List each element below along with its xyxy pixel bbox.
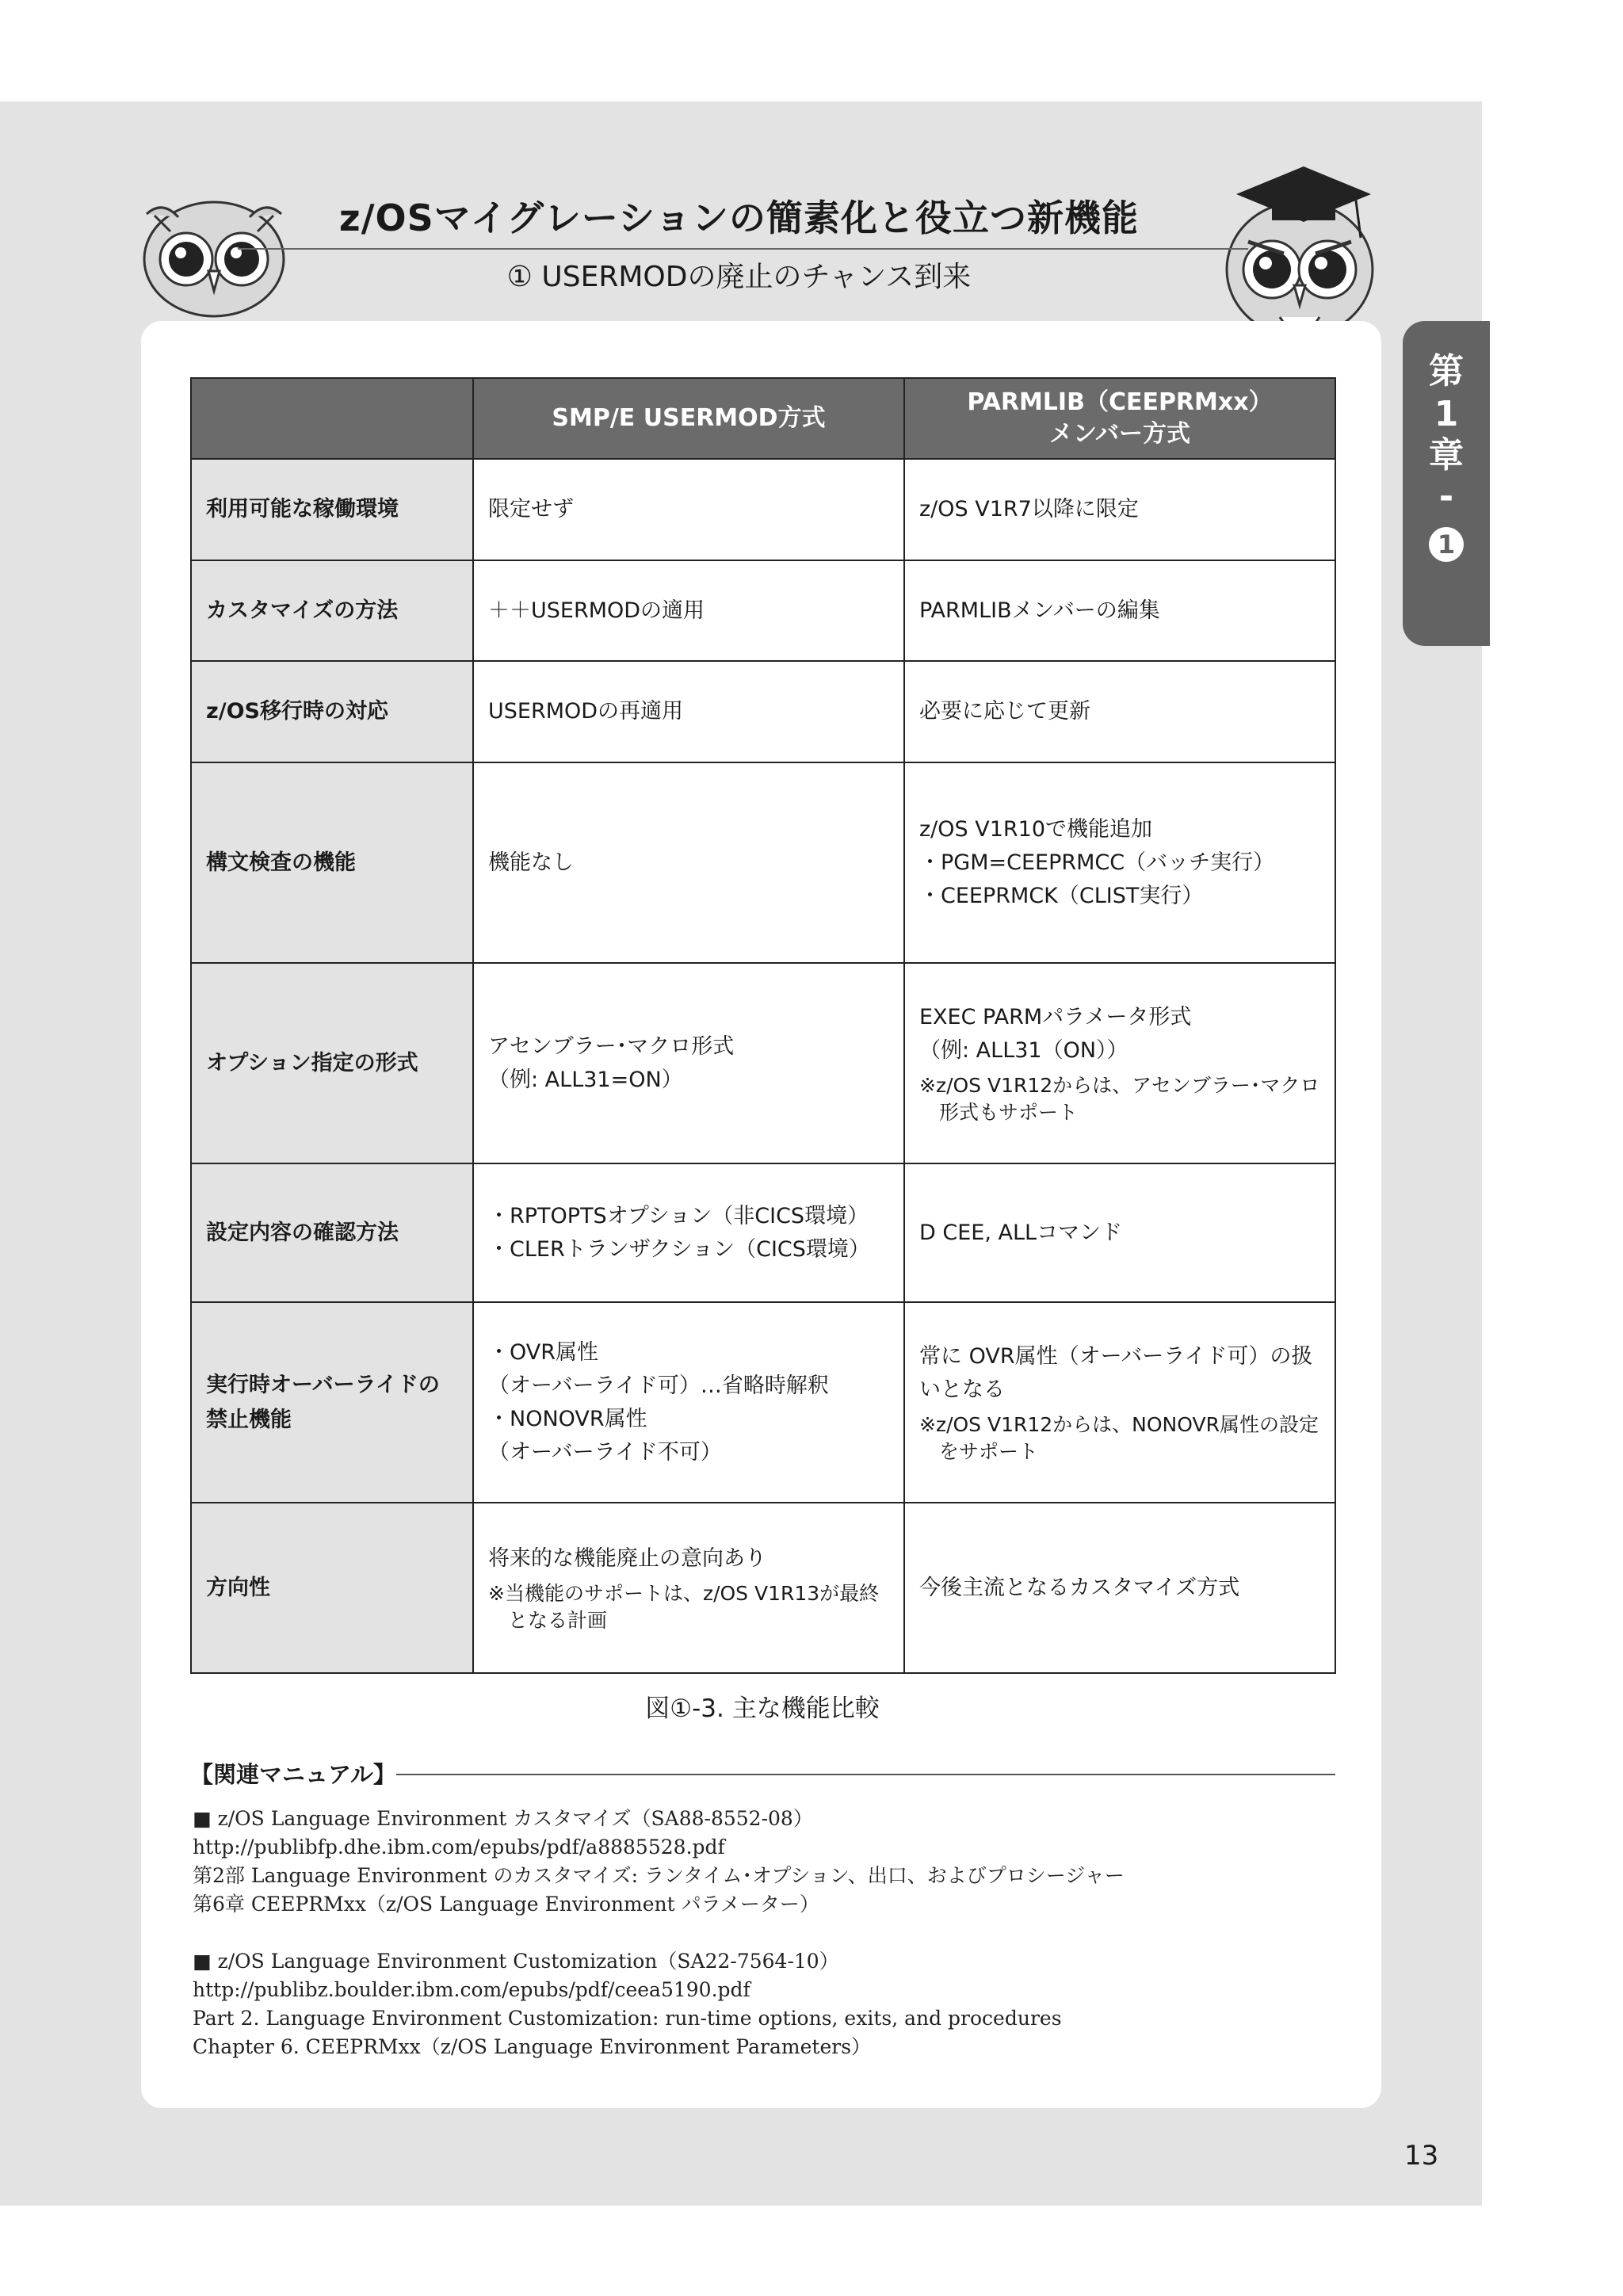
cell-note: ※z/OS V1R12からは、アセンブラー･マクロ形式もサポート	[919, 1073, 1320, 1124]
table-cell-col2	[904, 1163, 1335, 1302]
table-row	[191, 661, 1335, 762]
cell-line: z/OS V1R7以降に限定	[919, 497, 1139, 521]
table-cell-col2	[904, 762, 1335, 963]
table-cell-col1	[473, 1163, 904, 1302]
row-label: 構文検査の機能	[191, 762, 473, 963]
reference-line: ■ z/OS Language Environment Customization（SA22-7564-10）	[193, 1950, 839, 1973]
table-row	[191, 560, 1335, 661]
table-row	[191, 963, 1335, 1163]
reference-line: 第6章 CEEPRMxx（z/OS Language Environment パラメーター）	[193, 1893, 819, 1916]
cell-note: ※z/OS V1R12からは、NONOVR属性の設定をサポート	[919, 1412, 1319, 1463]
cell-line: PARMLIBメンバーの編集	[919, 598, 1160, 623]
cell-line: ・CEEPRMCK（CLIST実行）	[919, 883, 1204, 908]
reference-line: 第2部 Language Environment のカスタマイズ: ランタイム･オプション、出口、およびプロシージャー	[193, 1864, 1125, 1887]
references-list	[193, 1805, 1334, 2061]
table-cell-col1	[473, 661, 904, 762]
table-cell-col2	[904, 661, 1335, 762]
cell-line: USERMODの再適用	[488, 699, 684, 724]
table-cell-col1	[473, 560, 904, 661]
chapter-tab-number: 1	[1434, 394, 1459, 434]
references-divider	[396, 1774, 1335, 1775]
row-label: オプション指定の形式	[191, 963, 473, 1163]
chapter-tab-dash: -	[1438, 476, 1454, 517]
table-header-cell	[191, 378, 473, 459]
table-cell-col1	[473, 1503, 904, 1673]
chapter-tab	[1403, 321, 1490, 646]
table-row	[191, 762, 1335, 963]
cell-line: D CEE, ALLコマンド	[919, 1220, 1123, 1245]
chapter-tab-char: 第	[1429, 351, 1464, 392]
chapter-tab-section: 1	[1429, 527, 1464, 562]
table-cell-col2	[904, 560, 1335, 661]
cell-line: ＋＋USERMODの適用	[488, 598, 705, 623]
reference-link[interactable]: http://publibz.boulder.ibm.com/epubs/pdf/ceea5190.pdf	[193, 1978, 750, 2001]
comparison-table	[190, 377, 1336, 1674]
cell-line: EXEC PARMパラメータ形式	[919, 1004, 1192, 1030]
table-cell-col1	[473, 459, 904, 560]
table-cell-col1	[473, 762, 904, 963]
chapter-tab-char: 章	[1429, 435, 1464, 476]
table-row	[191, 1302, 1335, 1503]
figure-caption: 図①-3. 主な機能比較	[645, 1694, 880, 1723]
row-label: 利用可能な稼働環境	[191, 459, 473, 560]
references-heading: 【関連マニュアル】	[190, 1761, 396, 1788]
table-cell-col2	[904, 459, 1335, 560]
table-row	[191, 1163, 1335, 1302]
cell-line: ・NONOVR属性	[488, 1406, 647, 1431]
row-label: z/OS移行時の対応	[191, 661, 473, 762]
page-title	[230, 194, 1248, 242]
cell-line: （オーバーライド可）…省略時解釈	[488, 1373, 829, 1398]
reference-link[interactable]: http://publibfp.dhe.ibm.com/epubs/pdf/a8885528.pdf	[193, 1836, 725, 1859]
cell-line: （例: ALL31（ON））	[919, 1037, 1128, 1063]
table-cell-col1	[473, 963, 904, 1163]
cell-line: z/OS V1R10で機能追加	[919, 816, 1153, 842]
row-label: 実行時オーバーライドの禁止機能	[191, 1302, 473, 1503]
cell-line: ・PGM=CEEPRMCC（バッチ実行）	[919, 850, 1275, 875]
cell-line: 限定せず	[488, 497, 574, 521]
cell-line: ・RPTOPTSオプション（非CICS環境）	[488, 1203, 869, 1228]
row-label: カスタマイズの方法	[191, 560, 473, 661]
cell-line: （例: ALL31=ON）	[488, 1067, 683, 1092]
cell-note: ※当機能のサポートは、z/OS V1R13が最終となる計画	[488, 1581, 880, 1632]
row-label: 方向性	[191, 1503, 473, 1673]
cell-line: アセンブラー･マクロ形式	[488, 1033, 735, 1059]
table-header-row	[191, 378, 1335, 459]
cell-line: 将来的な機能廃止の意向あり	[488, 1545, 766, 1571]
row-label: 設定内容の確認方法	[191, 1163, 473, 1302]
sub-title: ① USERMODの廃止のチャンス到来	[506, 261, 972, 293]
cell-line: ・OVR属性	[488, 1339, 599, 1365]
page-number: 13	[1404, 2140, 1439, 2172]
table-cell-col1	[473, 1302, 904, 1503]
table-cell-col2	[904, 1302, 1335, 1503]
table-header-cell: PARMLIB（CEEPRMxx） メンバー方式	[904, 378, 1335, 459]
title-divider	[238, 248, 1248, 250]
reference-line: Chapter 6. CEEPRMxx（z/OS Language Environment Parameters）	[193, 2035, 872, 2058]
table-row	[191, 1503, 1335, 1673]
cell-line: ・CLERトランザクション（CICS環境）	[488, 1236, 870, 1262]
table-header-cell: SMP/E USERMOD方式	[473, 378, 904, 459]
cell-line: 今後主流となるカスタマイズ方式	[919, 1575, 1240, 1600]
table-cell-col2	[904, 1503, 1335, 1673]
table-cell-col2	[904, 963, 1335, 1163]
reference-line: Part 2. Language Environment Customization: run-time options, exits, and procedures	[193, 2007, 1062, 2030]
cell-line: （オーバーライド不可）	[488, 1439, 722, 1465]
table-row	[191, 459, 1335, 560]
reference-line: ■ z/OS Language Environment カスタマイズ（SA88-8552-08）	[193, 1807, 813, 1830]
cell-line: 機能なし	[488, 850, 574, 875]
cell-line: 常に OVR属性（オーバーライド可）の扱いとなる	[919, 1343, 1313, 1402]
main-title: z/OSマイグレーションの簡素化と役立つ新機能	[338, 197, 1140, 239]
cell-line: 必要に応じて更新	[919, 699, 1090, 724]
